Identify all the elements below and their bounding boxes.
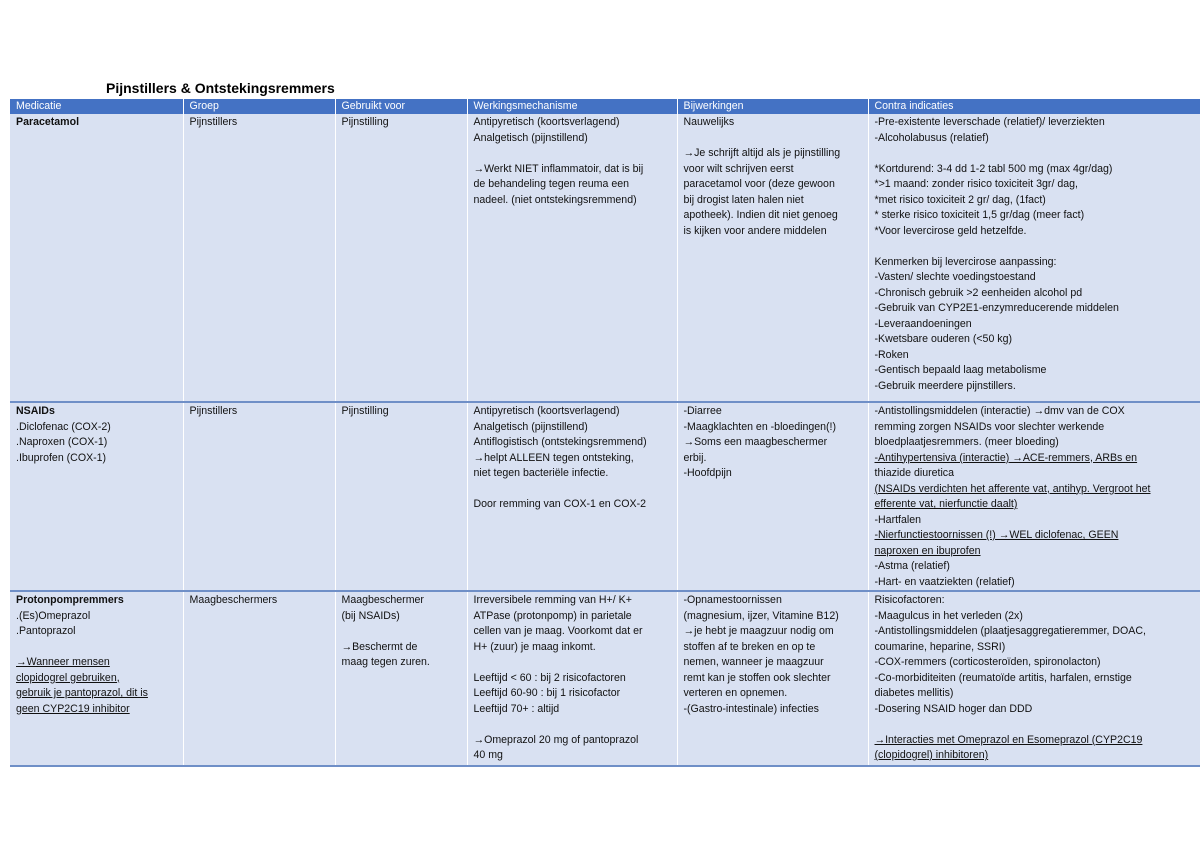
cell-line <box>474 146 673 162</box>
cell-line: →je hebt je maagzuur nodig om <box>683 625 834 637</box>
cell-line <box>684 131 864 147</box>
cell-line: .Ibuprofen (COX-1) <box>16 451 107 464</box>
cell-line: NSAIDs <box>16 405 55 417</box>
cell-line: bloedplaatjesremmers. (meer bloeding) <box>874 436 1059 448</box>
cell-line: clopidogrel gebruiken, <box>16 671 120 684</box>
cell-line: -Maagulcus in het verleden (2x) <box>874 609 1023 622</box>
cell-line: .Pantoprazol <box>16 625 76 637</box>
cell-medicatie <box>10 591 183 766</box>
cell-line: remming zorgen NSAIDs voor slechter werkende <box>874 420 1105 433</box>
cell-line: gebruik je pantoprazol, dit is <box>16 687 148 699</box>
cell-line <box>875 717 1196 733</box>
header-row <box>10 99 1200 114</box>
cell-line <box>342 624 463 640</box>
cell-line: -Nierfunctiestoornissen (!) →WEL diclofenac, GEEN <box>874 529 1119 541</box>
cell-bijwerkingen <box>677 114 868 402</box>
cell-line: Leeftijd 70+ : altijd <box>473 702 560 715</box>
cell-line: erbij. <box>683 451 707 464</box>
cell-line: →Beschermt de <box>341 640 418 653</box>
cell-line: →Omeprazol 20 mg of pantoprazol <box>473 733 639 746</box>
header-medicatie: Medicatie <box>10 99 183 114</box>
cell-line: -Maagklachten en -bloedingen(!) <box>683 420 837 433</box>
cell-line: Protonpompremmers <box>16 594 124 606</box>
cell-line: -Roken <box>874 348 909 361</box>
cell-groep <box>183 402 335 591</box>
cell-medicatie <box>10 114 183 402</box>
cell-medicatie <box>10 402 183 591</box>
cell-line: -Antihypertensiva (interactie) →ACE-remmers, ARBs en <box>874 451 1138 464</box>
cell-line: Nauwelijks <box>683 116 735 128</box>
cell-line: -Hoofdpijn <box>683 467 732 479</box>
cell-line: -Antistollingsmiddelen (plaatjesaggregatieremmer, DOAC, <box>874 625 1146 637</box>
cell-line: (magnesium, ijzer, Vitamine B12) <box>683 609 839 622</box>
cell-gebruikt <box>335 114 467 402</box>
table-row <box>10 591 1200 766</box>
cell-line <box>474 655 673 671</box>
cell-line: cellen van je maag. Voorkomt dat er <box>473 625 643 637</box>
cell-line: →Soms een maagbeschermer <box>683 436 828 448</box>
cell-line: remt kan je stoffen ook slechter <box>683 671 831 684</box>
cell-line: verteren en opnemen. <box>683 687 788 699</box>
cell-line: -(Gastro-intestinale) infecties <box>683 702 819 715</box>
cell-line: (clopidogrel) inhibitoren) <box>874 749 989 761</box>
cell-line: stoffen af te breken en op te <box>683 640 816 653</box>
cell-line: (NSAIDs verdichten het afferente vat, antihyp. Vergroot het <box>874 482 1151 495</box>
cell-line: efferente vat, nierfunctie daalt) <box>874 498 1018 510</box>
cell-line: .Diclofenac (COX-2) <box>16 420 111 433</box>
header-gebruikt-voor: Gebruikt voor <box>335 99 467 114</box>
cell-bijwerkingen <box>677 402 868 591</box>
cell-line: .Naproxen (COX-1) <box>16 436 108 448</box>
cell-line: Maagbeschermers <box>189 594 278 606</box>
page-title: Pijnstillers & Ontstekingsremmers <box>106 80 335 96</box>
cell-line: -Gentisch bepaald laag metabolisme <box>874 364 1047 376</box>
cell-line: * sterke risico toxiciteit 1,5 gr/dag (meer fact) <box>874 209 1085 221</box>
cell-line: -Opnamestoornissen <box>683 594 782 606</box>
table-row <box>10 402 1200 591</box>
cell-line: -Gebruik van CYP2E1-enzymreducerende middelen <box>874 302 1119 314</box>
cell-line: naproxen en ibuprofen <box>874 544 981 557</box>
cell-line: paracetamol voor (deze gewoon <box>683 178 835 190</box>
cell-line: -Hart- en vaatziekten (relatief) <box>874 575 1015 588</box>
cell-line: *met risico toxiciteit 2 gr/ dag, (1fact) <box>874 193 1046 206</box>
cell-line: maag tegen zuren. <box>341 656 430 668</box>
cell-line: de behandeling tegen reuma een <box>473 178 630 190</box>
cell-line: diabetes mellitis) <box>874 687 954 699</box>
cell-line: -Diarree <box>683 405 722 417</box>
cell-line: Leeftijd 60-90 : bij 1 risicofactor <box>473 687 621 699</box>
cell-line: →Wanneer mensen <box>16 656 110 668</box>
cell-line: →Werkt NIET inflammatoir, dat is bij <box>473 162 644 175</box>
cell-line: Analgetisch (pijnstillend) <box>473 131 588 144</box>
cell-line: Irreversibele remming van H+/ K+ <box>473 594 632 606</box>
header-bijwerkingen: Bijwerkingen <box>677 99 868 114</box>
header-contra-indicaties: Contra indicaties <box>868 99 1200 114</box>
cell-line: -Antistollingsmiddelen (interactie) →dmv van de COX <box>874 405 1125 417</box>
cell-line: Pijnstilling <box>341 405 389 417</box>
cell-line: apotheek). Indien dit niet genoeg <box>683 209 838 221</box>
cell-gebruikt <box>335 402 467 591</box>
cell-line: is kijken voor andere middelen <box>683 224 827 237</box>
cell-line: Leeftijd < 60 : bij 2 risicofactoren <box>473 671 626 684</box>
cell-line: *Kortdurend: 3-4 dd 1-2 tabl 500 mg (max 4gr/dag) <box>874 162 1113 175</box>
cell-line: Antipyretisch (koortsverlagend) <box>473 405 620 417</box>
cell-line: -Pre-existente leverschade (relatief)/ leverziekten <box>874 116 1105 128</box>
cell-line: →Je schrijft altijd als je pijnstilling <box>683 147 841 159</box>
cell-line: Paracetamol <box>16 116 80 128</box>
cell-line: H+ (zuur) je maag inkomt. <box>473 640 596 653</box>
cell-line: -Kwetsbare ouderen (<50 kg) <box>874 333 1013 345</box>
cell-contra <box>868 114 1200 402</box>
cell-contra <box>868 591 1200 766</box>
cell-line: Analgetisch (pijnstillend) <box>473 420 588 433</box>
cell-line: →helpt ALLEEN tegen ontsteking, <box>473 451 634 464</box>
cell-line <box>16 640 179 656</box>
cell-line: -Alcoholabusus (relatief) <box>874 131 989 144</box>
cell-line: voor wilt schrijven eerst <box>683 162 794 175</box>
cell-groep <box>183 591 335 766</box>
cell-line: -Chronisch gebruik >2 eenheiden alcohol pd <box>874 286 1083 299</box>
cell-line: .(Es)Omeprazol <box>16 609 91 622</box>
cell-line: -Co-morbiditeiten (reumatoïde artitis, harfalen, ernstige <box>874 671 1132 684</box>
cell-line: niet tegen bacteriële infectie. <box>473 467 609 479</box>
cell-line: Pijnstilling <box>341 116 389 128</box>
cell-gebruikt <box>335 591 467 766</box>
cell-line: Pijnstillers <box>189 116 238 128</box>
cell-line: *>1 maand: zonder risico toxiciteit 3gr/ dag, <box>874 178 1078 190</box>
cell-line: nadeel. (niet ontstekingsremmend) <box>473 193 637 206</box>
cell-line: thiazide diuretica <box>874 467 954 479</box>
cell-werking <box>467 591 677 766</box>
cell-line: Pijnstillers <box>189 405 238 417</box>
cell-line: -Leveraandoeningen <box>874 317 972 330</box>
cell-line: *Voor levercirose geld hetzelfde. <box>874 224 1027 237</box>
cell-line: -COX-remmers (corticosteroïden, spironolacton) <box>874 656 1101 668</box>
table-row <box>10 114 1200 402</box>
cell-line: Maagbeschermer <box>341 594 424 606</box>
medication-table <box>10 99 1200 767</box>
cell-line: (bij NSAIDs) <box>341 609 400 622</box>
cell-bijwerkingen <box>677 591 868 766</box>
cell-line <box>474 717 673 733</box>
cell-line: -Gebruik meerdere pijnstillers. <box>874 379 1016 392</box>
cell-line: Kenmerken bij levercirose aanpassing: <box>874 255 1057 268</box>
cell-line: Door remming van COX-1 en COX-2 <box>473 498 647 510</box>
cell-line: coumarine, heparine, SSRI) <box>874 640 1006 653</box>
cell-line <box>875 146 1196 162</box>
cell-line: -Vasten/ slechte voedingstoestand <box>874 271 1036 283</box>
cell-line: Antipyretisch (koortsverlagend) <box>473 116 620 128</box>
cell-werking <box>467 402 677 591</box>
cell-line: Antiflogistisch (ontstekingsremmend) <box>473 436 647 448</box>
cell-werking <box>467 114 677 402</box>
cell-line <box>875 239 1196 255</box>
cell-line <box>474 482 673 498</box>
cell-line: -Astma (relatief) <box>874 560 950 572</box>
cell-line: →Interacties met Omeprazol en Esomeprazol (CYP2C19 <box>874 733 1143 746</box>
cell-line: nemen, wanneer je maagzuur <box>683 656 824 668</box>
cell-groep <box>183 114 335 402</box>
cell-line: ATPase (protonpomp) in parietale <box>473 609 632 622</box>
header-groep: Groep <box>183 99 335 114</box>
cell-contra <box>868 402 1200 591</box>
cell-line: -Hartfalen <box>874 513 922 526</box>
cell-line: geen CYP2C19 inhibitor <box>16 702 130 715</box>
cell-line: bij drogist laten halen niet <box>683 193 804 206</box>
header-werkingsmechanisme: Werkingsmechanisme <box>467 99 677 114</box>
cell-line: Risicofactoren: <box>874 594 945 606</box>
cell-line: -Dosering NSAID hoger dan DDD <box>874 702 1033 715</box>
cell-line: 40 mg <box>473 749 503 761</box>
